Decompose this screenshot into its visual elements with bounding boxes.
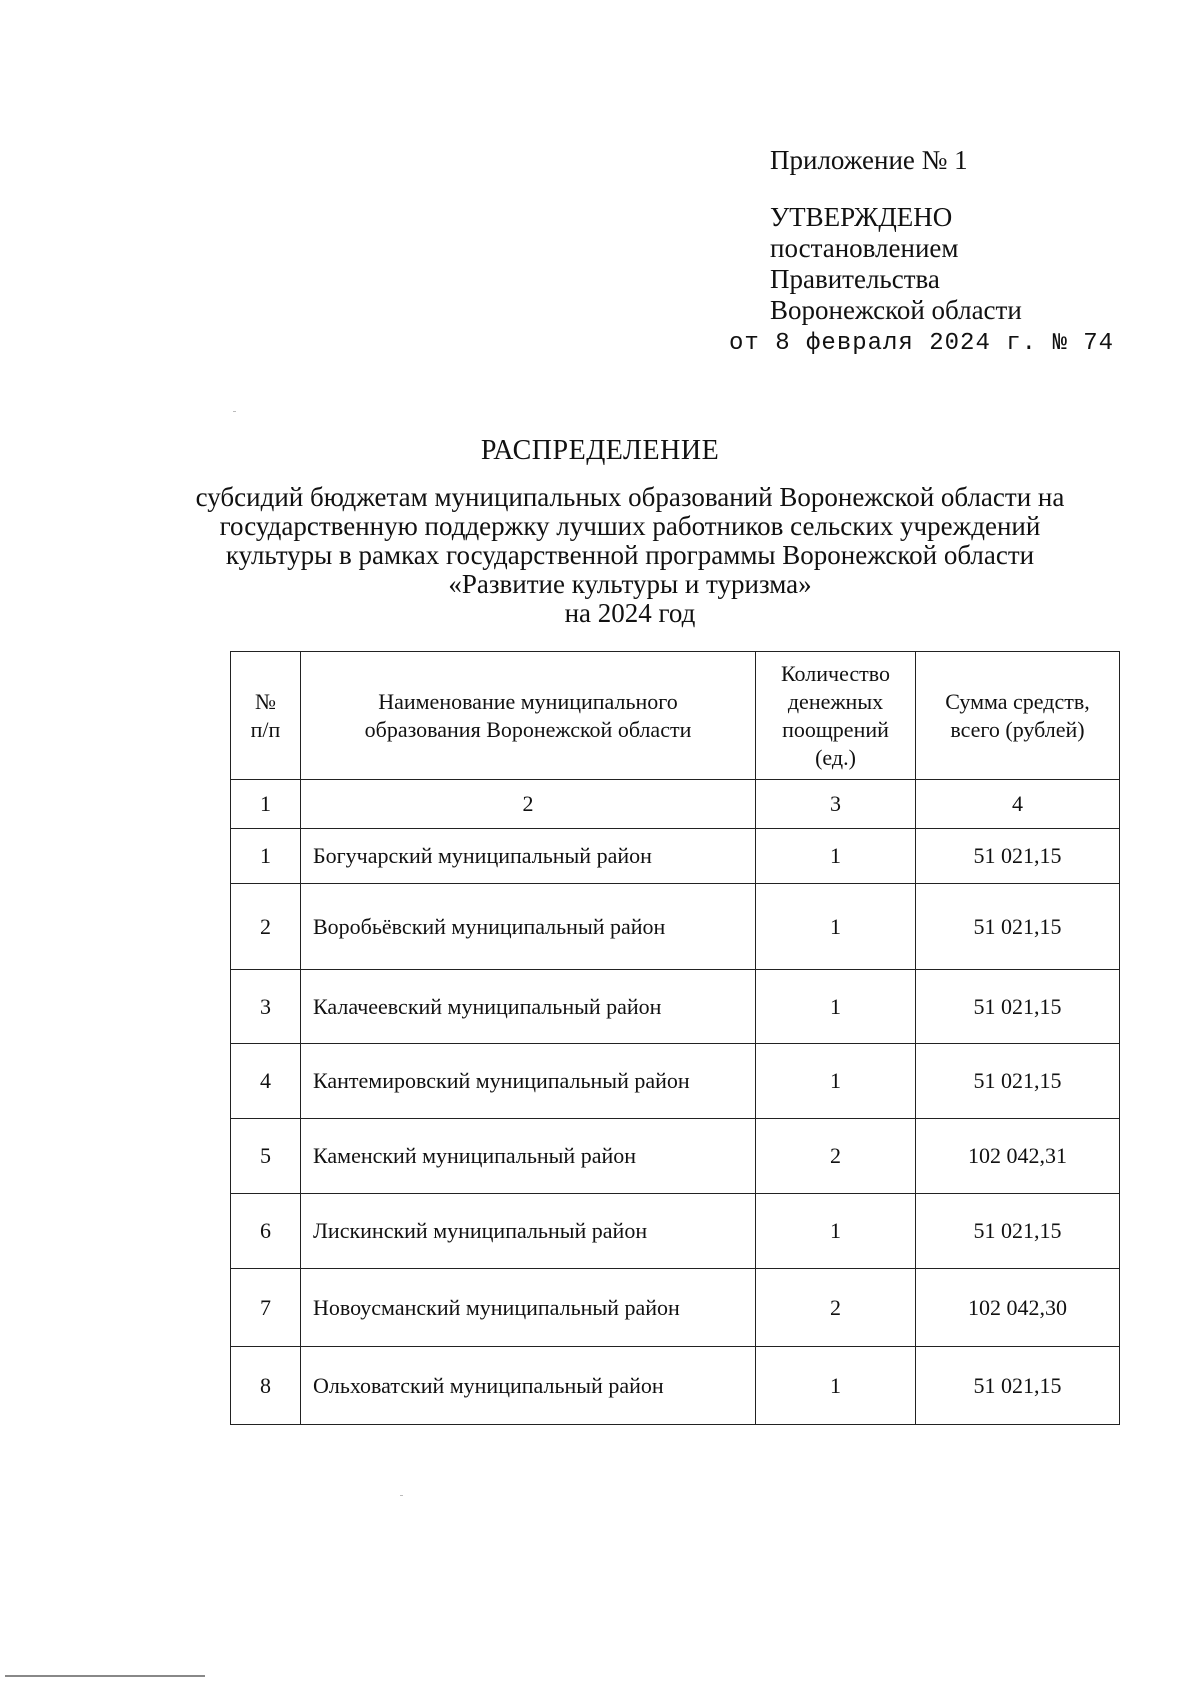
subtitle-line-5: на 2024 год bbox=[564, 598, 696, 628]
row-quantity: 1 bbox=[756, 884, 916, 970]
column-number: 3 bbox=[756, 780, 916, 829]
row-name: Кантемировский муниципальный район bbox=[301, 1044, 756, 1119]
subtitle-line-4: «Развитие культуры и туризма» bbox=[448, 569, 812, 599]
header-quantity-line-3: поощрений bbox=[782, 716, 889, 742]
column-number: 4 bbox=[916, 780, 1120, 829]
row-sum: 102 042,30 bbox=[916, 1269, 1120, 1347]
row-sum: 51 021,15 bbox=[916, 884, 1120, 970]
row-sum: 51 021,15 bbox=[916, 1347, 1120, 1425]
row-quantity: 1 bbox=[756, 829, 916, 884]
scan-edge-line bbox=[5, 1675, 205, 1677]
row-name: Калачеевский муниципальный район bbox=[301, 970, 756, 1044]
row-name: Воробьёвский муниципальный район bbox=[301, 884, 756, 970]
row-quantity: 1 bbox=[756, 1044, 916, 1119]
distribution-table bbox=[230, 651, 1120, 1425]
document-subtitle bbox=[150, 483, 1110, 628]
row-number: 7 bbox=[231, 1269, 301, 1347]
row-number: 3 bbox=[231, 970, 301, 1044]
row-quantity: 2 bbox=[756, 1119, 916, 1194]
scan-speck bbox=[400, 1495, 403, 1496]
row-sum: 51 021,15 bbox=[916, 1194, 1120, 1269]
table-header-row bbox=[231, 652, 1120, 780]
header-sum bbox=[916, 652, 1120, 780]
row-quantity: 1 bbox=[756, 1347, 916, 1425]
header-quantity bbox=[756, 652, 916, 780]
row-number: 5 bbox=[231, 1119, 301, 1194]
table-row bbox=[231, 970, 1120, 1044]
row-sum: 51 021,15 bbox=[916, 829, 1120, 884]
row-quantity: 1 bbox=[756, 1194, 916, 1269]
header-number bbox=[231, 652, 301, 780]
column-number-row bbox=[231, 780, 1120, 829]
approval-line-1: постановлением bbox=[770, 233, 959, 263]
row-number: 8 bbox=[231, 1347, 301, 1425]
row-name: Новоусманский муниципальный район bbox=[301, 1269, 756, 1347]
approved-label: УТВЕРЖДЕНО bbox=[770, 202, 953, 232]
subtitle-line-3: культуры в рамках государственной программы Воронежской области bbox=[225, 540, 1035, 570]
header-quantity-line-1: Количество bbox=[780, 660, 891, 686]
column-number: 2 bbox=[301, 780, 756, 829]
row-name: Каменский муниципальный район bbox=[301, 1119, 756, 1194]
header-name bbox=[301, 652, 756, 780]
annex-number: Приложение № 1 bbox=[770, 145, 968, 175]
subtitle-line-1: субсидий бюджетам муниципальных образований Воронежской области на bbox=[195, 482, 1065, 512]
table-row bbox=[231, 1269, 1120, 1347]
row-name: Богучарский муниципальный район bbox=[301, 829, 756, 884]
row-number: 2 bbox=[231, 884, 301, 970]
row-sum: 51 021,15 bbox=[916, 970, 1120, 1044]
row-number: 1 bbox=[231, 829, 301, 884]
header-sum-line-1: Сумма средств, bbox=[945, 688, 1090, 714]
table-row bbox=[231, 1347, 1120, 1425]
header-name-line-1: Наименование муниципального bbox=[378, 688, 678, 714]
row-quantity: 2 bbox=[756, 1269, 916, 1347]
header-number-line-2: п/п bbox=[250, 716, 281, 742]
scan-speck bbox=[233, 411, 236, 412]
subtitle-line-2: государственную поддержку лучших работников сельских учреждений bbox=[219, 511, 1041, 541]
row-name: Ольховатский муниципальный район bbox=[301, 1347, 756, 1425]
header-quantity-line-4: (ед.) bbox=[815, 744, 856, 770]
table-row bbox=[231, 884, 1120, 970]
header-sum-line-2: всего (рублей) bbox=[950, 716, 1085, 742]
row-sum: 102 042,31 bbox=[916, 1119, 1120, 1194]
header-name-line-2: образования Воронежской области bbox=[364, 716, 692, 742]
header-number-line-1: № bbox=[255, 688, 276, 714]
row-sum: 51 021,15 bbox=[916, 1044, 1120, 1119]
approval-line-2: Правительства bbox=[770, 264, 940, 294]
table-row bbox=[231, 1044, 1120, 1119]
row-name: Лискинский муниципальный район bbox=[301, 1194, 756, 1269]
table-row bbox=[231, 1119, 1120, 1194]
approval-date-stamp: от 8 февраля 2024 г. № 74 bbox=[729, 330, 1115, 357]
column-number: 1 bbox=[231, 780, 301, 829]
approval-line-3: Воронежской области bbox=[770, 295, 1022, 325]
approval-block bbox=[729, 145, 1170, 359]
table-row bbox=[231, 829, 1120, 884]
row-quantity: 1 bbox=[756, 970, 916, 1044]
row-number: 4 bbox=[231, 1044, 301, 1119]
document-title: РАСПРЕДЕЛЕНИЕ bbox=[480, 435, 720, 466]
row-number: 6 bbox=[231, 1194, 301, 1269]
header-quantity-line-2: денежных bbox=[787, 688, 884, 714]
table-row bbox=[231, 1194, 1120, 1269]
